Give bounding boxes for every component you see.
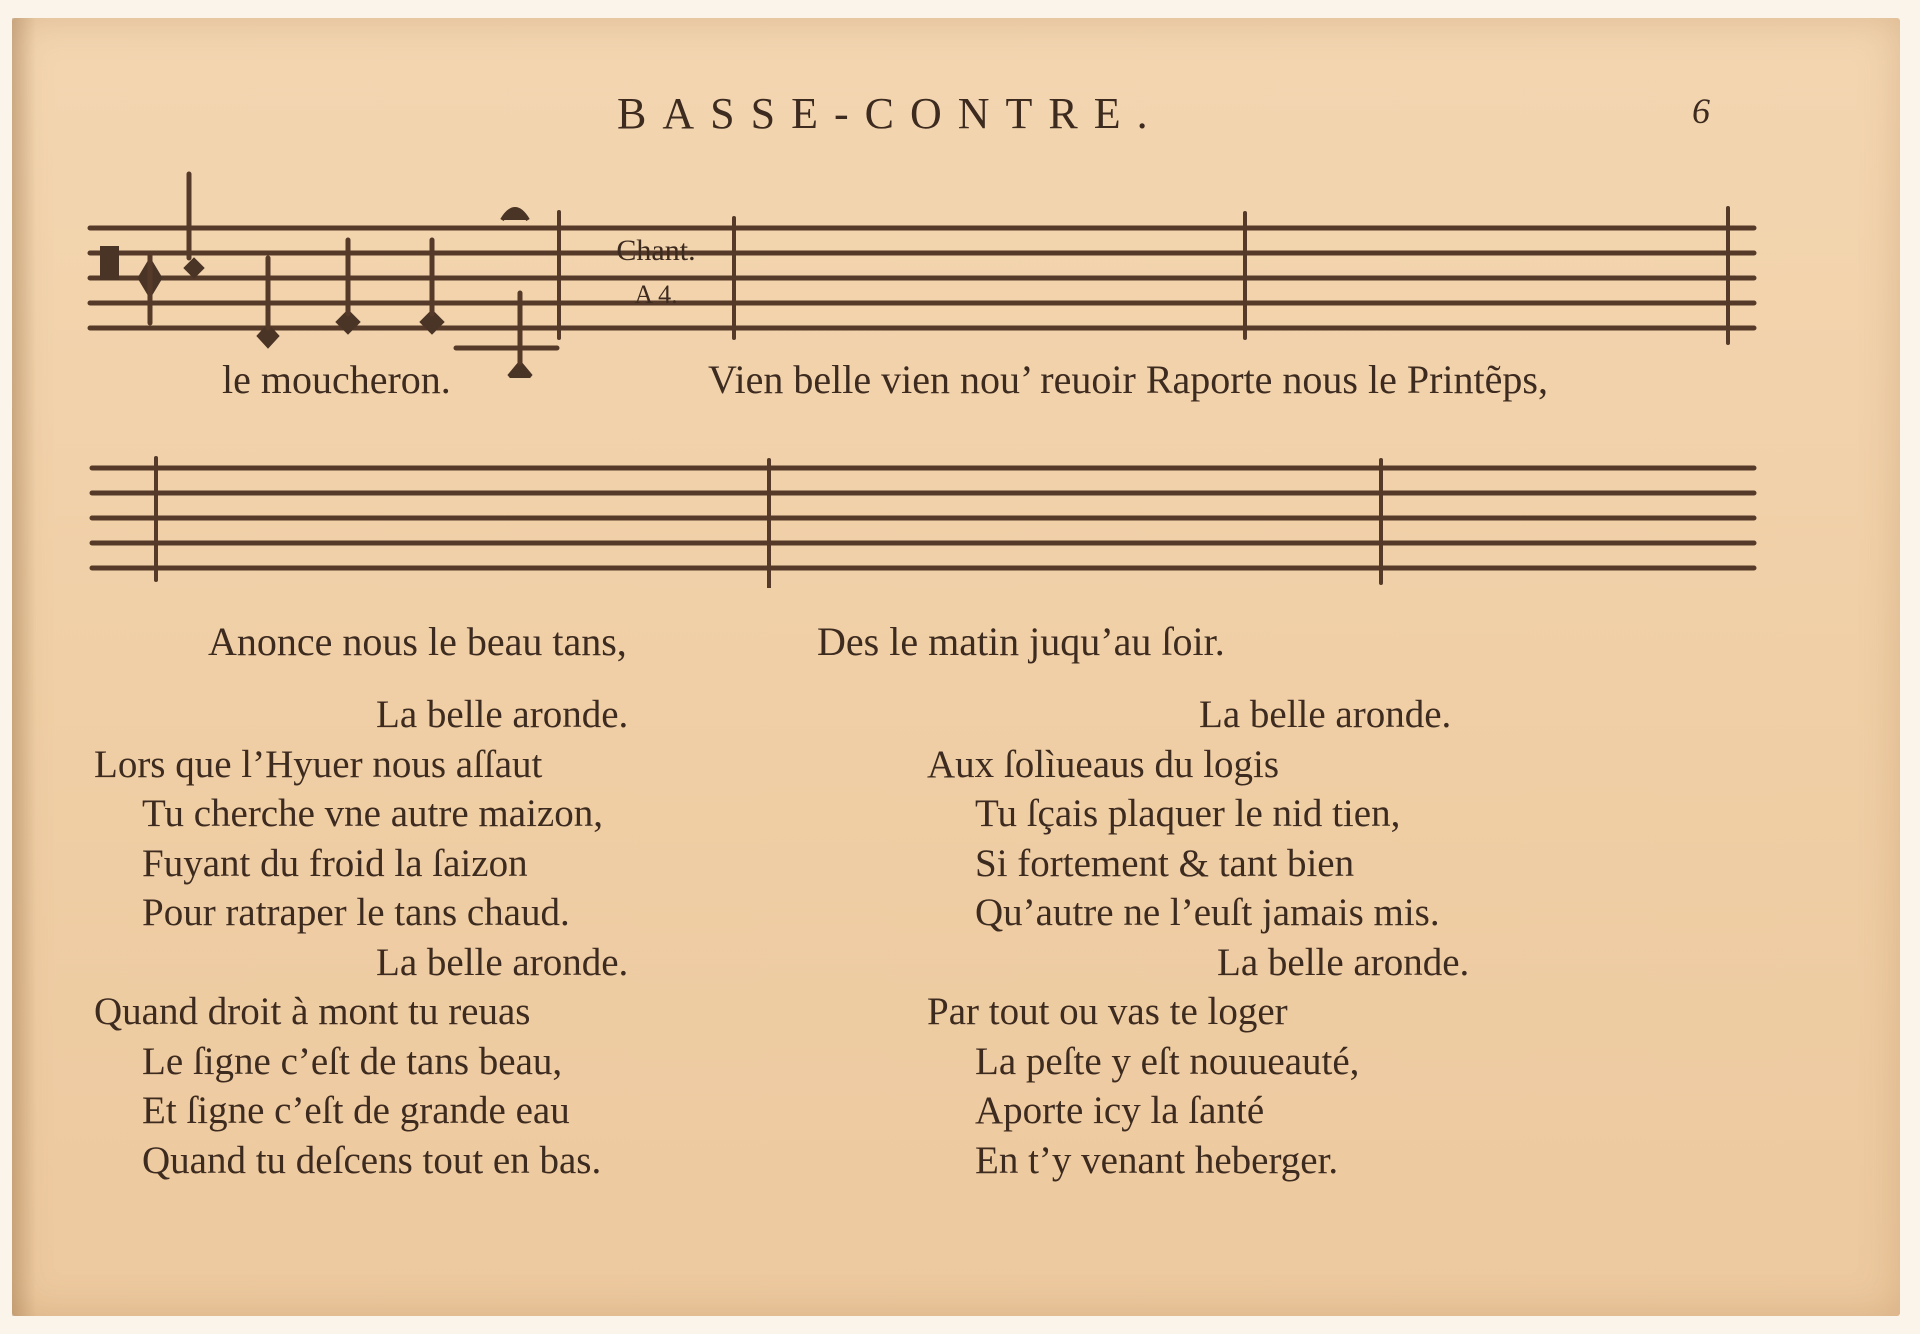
page-header [12, 88, 1900, 148]
verse-line: Quand tu deſcens tout en bas. [142, 1138, 602, 1182]
voice-sublabel: A 4. [634, 280, 678, 309]
verse-line: Lors que l’Hyuer nous aſſaut [94, 742, 543, 786]
verse-line: Qu’autre ne l’euſt jamais mis. [975, 891, 1440, 934]
verses-right-column [927, 690, 1469, 1185]
verse-line: Le ſigne c’eſt de tans beau, [142, 1039, 563, 1083]
staff-2-lines [92, 458, 1754, 588]
verse-line: Tu ſçais plaquer le nid tien, [975, 792, 1401, 835]
verse-line: Tu cherche vne autre maizon, [142, 792, 603, 835]
running-title: BASSE-CONTRE. [617, 89, 1164, 138]
verse-line: Pour ratraper le tans chaud. [142, 891, 570, 934]
verse-line: Par tout ou vas te loger [927, 990, 1288, 1033]
verse-line: Fuyant du froid la ſaizon [142, 841, 528, 885]
refrain: La belle aronde. [1217, 940, 1470, 984]
lyric-line-1-left: le moucheron. [222, 357, 451, 402]
refrain: La belle aronde. [1199, 693, 1452, 736]
refrain: La belle aronde. [376, 693, 629, 736]
verses-left-column [94, 690, 628, 1185]
lyric-line-1-right: Vien belle vien nou’ reuoir Raporte nous le Printẽps, [708, 357, 1548, 402]
lyric-line-2-right: Des le matin juqu’au ſoir. [817, 619, 1225, 664]
refrain: La belle aronde. [376, 940, 629, 984]
music-staff-2 [12, 448, 1900, 588]
page-number: 6 [1692, 91, 1710, 131]
verse-line: Quand droit à mont tu reuas [94, 990, 531, 1033]
voice-label: Chant. [616, 234, 696, 267]
verse-line: En t’y venant heberger. [975, 1138, 1339, 1182]
verse-line: Si fortement & tant bien [975, 841, 1355, 885]
verse-line: Aporte icy la ſanté [975, 1089, 1265, 1132]
verse-line: Et ſigne c’eſt de grande eau [142, 1089, 570, 1132]
staff-1-lines [90, 208, 1754, 348]
lyric-line-2-left: Anonce nous le beau tans, [208, 619, 627, 664]
verse-line: La peſte y eſt nouueauté, [975, 1039, 1360, 1083]
book-page [12, 18, 1900, 1316]
music-staff-1 [12, 158, 1900, 378]
verse-line: Aux ſolìueaus du logis [927, 742, 1280, 786]
